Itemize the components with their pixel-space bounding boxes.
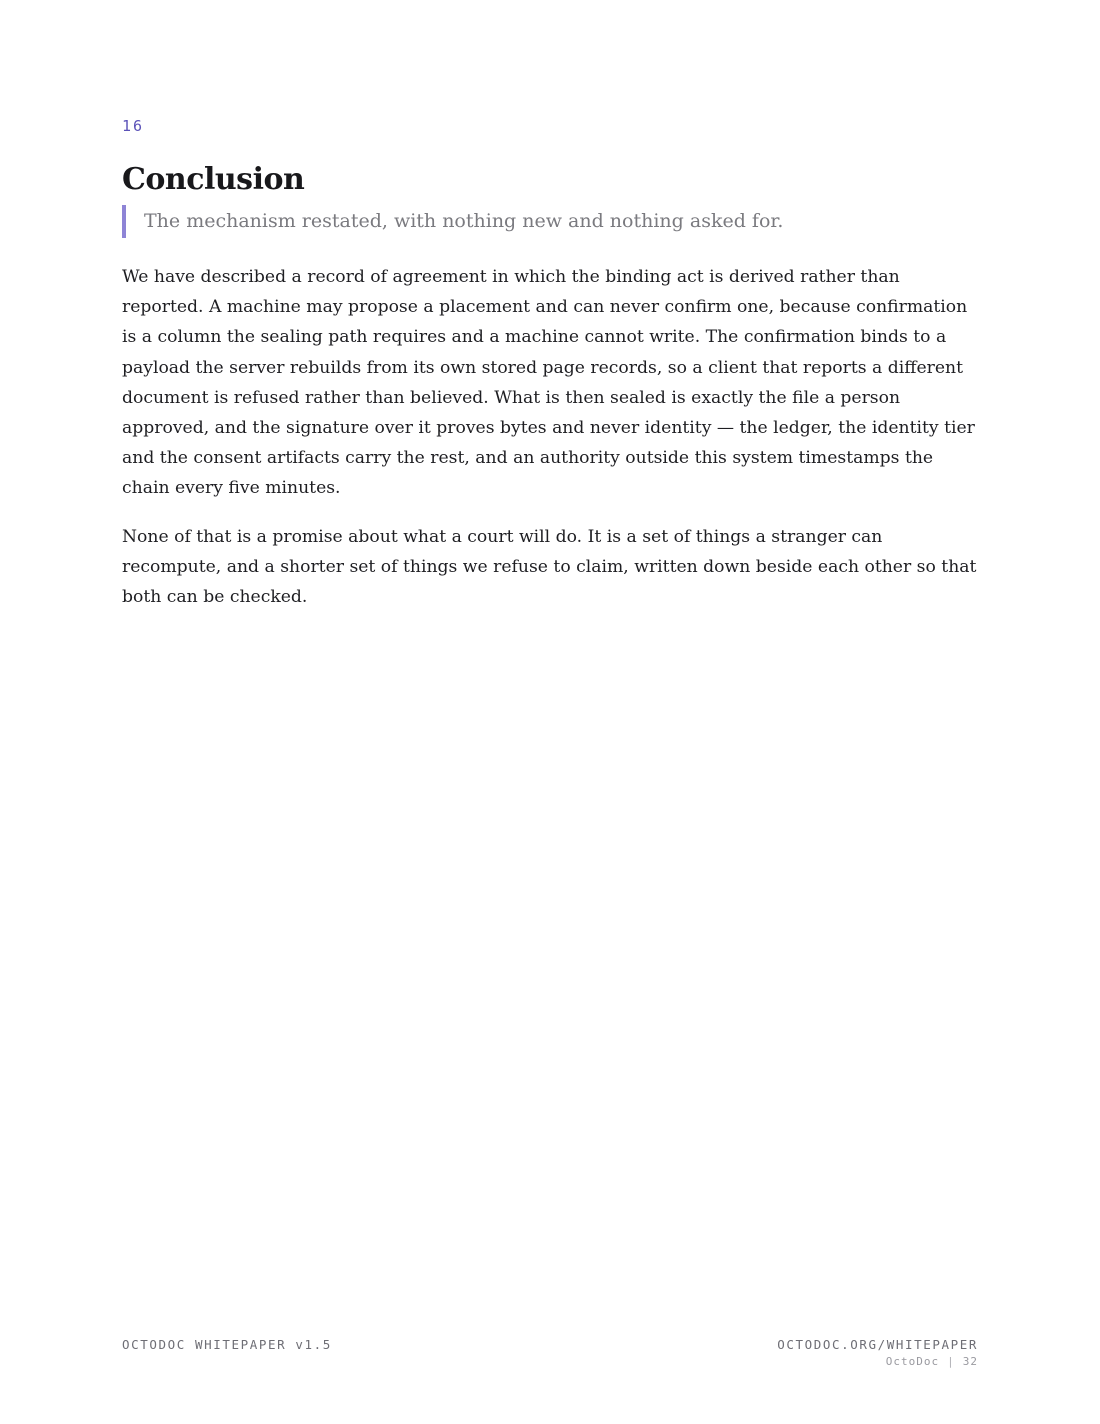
footer-document-label: OCTODOC WHITEPAPER v1.5 [122,1337,332,1352]
section-number: 16 [122,117,145,135]
footer-right [777,1337,978,1368]
paragraph: None of that is a promise about what a court will do. It is a set of things a stranger can recompute, and a shorter set of things we refuse to claim, written down beside each other so that both can be checked. [122,526,977,608]
paragraph: We have described a record of agreement in which the binding act is derived rather than reported. A machine may propose a placement and can never confirm one, because confirmation is a column the sealing path requires and a machine cannot write. The confirmation binds to a payload the server rebuilds from its own stored page records, so a client that reports a different document is refused rather than believed. What is then sealed is exactly the file a person approved, and the signature over it proves bytes and never identity — the ledger, the identity tier and the consent artifacts carry the rest, and an authority outside this system timestamps the chain every five minutes. [122,267,975,499]
page-number: 32 [962,1355,978,1368]
footer-url: OCTODOC.ORG/WHITEPAPER [777,1337,978,1352]
body-text [122,262,978,630]
section-title: Conclusion [122,162,305,197]
standfirst-quote: The mechanism restated, with nothing new and nothing asked for. [122,205,982,238]
footer-meta [777,1355,978,1368]
footer-separator: | [947,1355,955,1368]
footer-brand: OctoDoc [885,1355,940,1368]
